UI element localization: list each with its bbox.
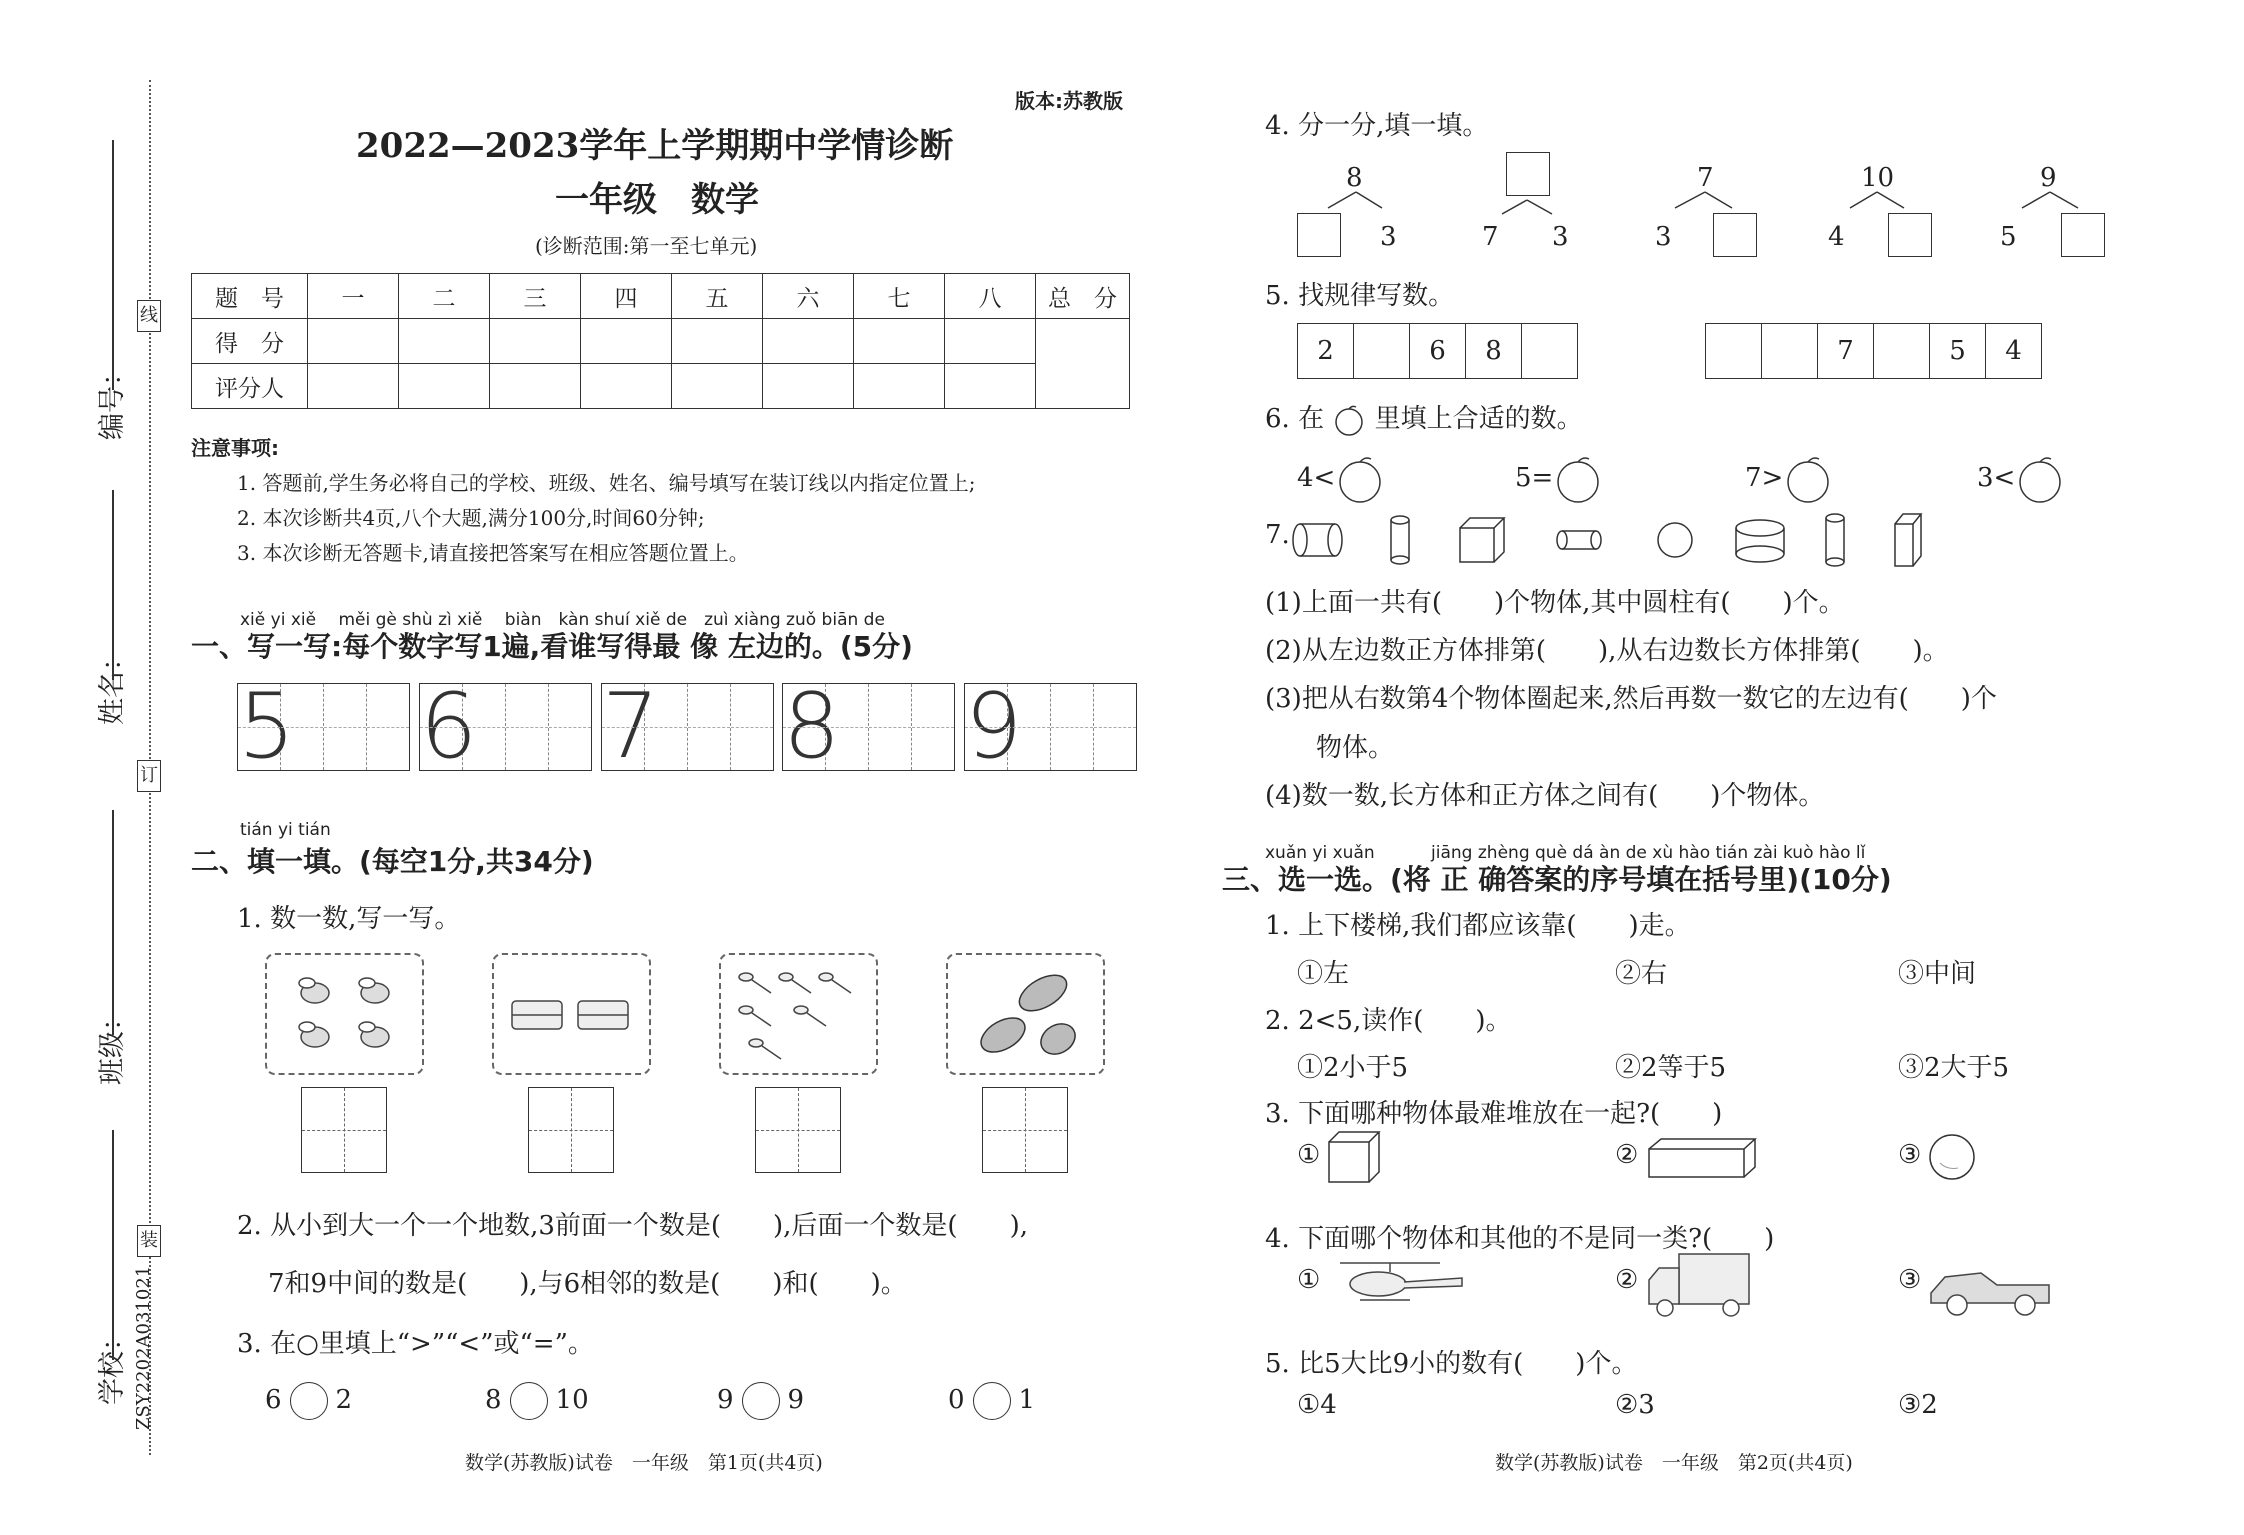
bond-box[interactable] <box>1713 213 1757 257</box>
footer-left: 数学(苏教版)试卷 一年级 第1页(共4页) <box>465 1452 823 1474</box>
name-field-line[interactable] <box>112 490 114 680</box>
pickup-truck-icon <box>1925 1255 2055 1321</box>
q2-2-line1: 2. 从小到大一个一个地数,3前面一个数是( ),后面一个数是( ), <box>237 1211 1028 1241</box>
col-4: 四 <box>581 274 672 319</box>
score-cell[interactable] <box>490 319 581 364</box>
total-score-cell[interactable] <box>1036 319 1130 409</box>
grader-cell[interactable] <box>308 364 399 409</box>
picture-leaves <box>946 953 1105 1075</box>
q2-7-number: 7. <box>1265 520 1290 550</box>
grader-cell[interactable] <box>854 364 945 409</box>
cut-mark-bind: 订 <box>137 760 161 792</box>
note-3: 3. 本次诊断无答题卡,请直接把答案写在相应答题位置上。 <box>237 541 749 565</box>
picture-wrenches <box>492 953 651 1075</box>
class-field-line[interactable] <box>112 810 114 1035</box>
grader-cell[interactable] <box>945 364 1036 409</box>
cube-icon <box>1460 518 1504 562</box>
apple-icon[interactable] <box>1335 455 1385 503</box>
compare-circle[interactable] <box>290 1382 328 1420</box>
grader-cell[interactable] <box>490 364 581 409</box>
picture-spoons <box>719 953 878 1075</box>
compare-item: 0 1 <box>948 1382 1035 1420</box>
footer-right: 数学(苏教版)试卷 一年级 第2页(共4页) <box>1495 1452 1853 1474</box>
cut-mark-line: 线 <box>137 300 161 332</box>
compare-circle[interactable] <box>973 1382 1011 1420</box>
version-label: 版本:苏教版 <box>1015 89 1123 113</box>
q2-7-part2: (2)从左边数正方体排第( ),从右边数长方体排第( )。 <box>1265 636 1949 666</box>
model-digit: 9 <box>965 674 1023 779</box>
picture-bees <box>265 953 424 1075</box>
cylinder-lying-icon <box>1293 524 1342 556</box>
option[interactable]: ①2小于5 <box>1297 1053 1409 1083</box>
cylinder-tall-icon <box>1826 514 1844 566</box>
score-cell[interactable] <box>854 319 945 364</box>
bond-left: 3 <box>1655 222 1672 252</box>
q3-4-text: 4. 下面哪个物体和其他的不是同一类?( ) <box>1265 1224 1775 1254</box>
option[interactable]: ③2大于5 <box>1898 1053 2010 1083</box>
bond-right: 3 <box>1380 222 1397 252</box>
tracing-grid-8[interactable] <box>782 674 955 779</box>
q2-7-part3-cont: 物体。 <box>1316 733 1395 763</box>
apple-item: 7> <box>1745 455 1833 503</box>
exam-title: 2022—2023学年上学期期中学情诊断 <box>356 126 954 166</box>
q2-5-text: 5. 找规律写数。 <box>1265 281 1455 311</box>
cut-mark-staple: 装 <box>137 1225 161 1257</box>
apple-icon[interactable] <box>1783 455 1833 503</box>
bond-left: 4 <box>1828 222 1845 252</box>
grader-cell[interactable] <box>399 364 490 409</box>
solid-shapes-row <box>1290 510 1930 570</box>
row-label-grader: 评分人 <box>192 364 308 409</box>
bond-top: 7 <box>1697 163 1714 193</box>
spoon-icon <box>721 955 876 1073</box>
score-cell[interactable] <box>763 319 854 364</box>
row-label-score: 得 分 <box>192 319 308 364</box>
tracing-grid-6[interactable] <box>419 674 592 779</box>
q2-3-text: 3. 在○里填上“>”“<”或“=”。 <box>237 1329 594 1359</box>
model-digit: 6 <box>420 674 478 779</box>
section1-title: 一、写一写:每个数字写1遍,看谁写得最 像 左边的。(5分) <box>191 630 913 663</box>
bond-top: 8 <box>1346 163 1363 193</box>
school-label: 学校： <box>97 1324 128 1405</box>
q2-4-text: 4. 分一分,填一填。 <box>1265 111 1489 141</box>
option[interactable]: ① <box>1297 1140 1321 1170</box>
score-cell[interactable] <box>308 319 399 364</box>
model-digit: 8 <box>783 674 841 779</box>
score-cell[interactable] <box>399 319 490 364</box>
compare-circle[interactable] <box>510 1382 548 1420</box>
q3-2-text: 2. 2<5,读作( )。 <box>1265 1006 1512 1036</box>
name-label: 姓名： <box>97 644 128 725</box>
number-field-line[interactable] <box>112 140 114 390</box>
sphere-icon <box>1925 1130 1979 1184</box>
col-2: 二 <box>399 274 490 319</box>
option[interactable]: ③中间 <box>1898 959 1977 989</box>
truck-icon <box>1645 1250 1755 1322</box>
cylinder-tall-icon <box>1391 516 1409 564</box>
apple-item: 3< <box>1977 455 2065 503</box>
score-cell[interactable] <box>581 319 672 364</box>
option[interactable]: ③ <box>1898 1265 1922 1295</box>
col-1: 一 <box>308 274 399 319</box>
section2-pinyin: tián yi tián <box>240 820 331 840</box>
answer-box[interactable] <box>301 1087 387 1173</box>
bond-top: 9 <box>2040 163 2057 193</box>
tool-icon <box>494 955 649 1073</box>
sphere-icon <box>1658 523 1692 557</box>
q2-2-line2: 7和9中间的数是( ),与6相邻的数是( )和( )。 <box>268 1269 907 1299</box>
apple-item: 5= <box>1515 455 1603 503</box>
section2-title: 二、填一填。(每空1分,共34分) <box>191 845 594 878</box>
helicopter-icon <box>1330 1258 1470 1308</box>
bond-box[interactable] <box>1888 213 1932 257</box>
option[interactable]: ② <box>1615 1265 1639 1295</box>
apple-icon <box>1332 404 1366 436</box>
row-label-question: 题 号 <box>192 274 308 319</box>
option[interactable]: ①左 <box>1297 959 1350 989</box>
option[interactable]: ③2 <box>1898 1390 1938 1420</box>
apple-item: 4< <box>1297 455 1385 503</box>
q2-7-part3: (3)把从右数第4个物体圈起来,然后再数一数它的左边有( )个 <box>1265 684 1997 714</box>
col-7: 七 <box>854 274 945 319</box>
col-3: 三 <box>490 274 581 319</box>
leaf-icon <box>948 955 1103 1073</box>
bond-box[interactable] <box>1297 213 1341 257</box>
cuboid-icon <box>1895 514 1921 566</box>
bond-top: 10 <box>1861 163 1895 193</box>
score-cell[interactable] <box>672 319 763 364</box>
option[interactable]: ②3 <box>1615 1390 1655 1420</box>
option[interactable]: ①4 <box>1297 1390 1337 1420</box>
cylinder-small-icon <box>1557 531 1601 549</box>
option[interactable]: ②右 <box>1615 959 1668 989</box>
col-total: 总 分 <box>1036 274 1130 319</box>
bee-icon <box>267 955 422 1073</box>
option[interactable]: ① <box>1297 1265 1321 1295</box>
option[interactable]: ②2等于5 <box>1615 1053 1727 1083</box>
number-label: 编号： <box>97 359 128 440</box>
compare-item: 6 2 <box>265 1382 352 1420</box>
note-1: 1. 答题前,学生务必将自己的学校、班级、姓名、编号填写在装订线以内指定位置上; <box>237 471 976 495</box>
bond-left: 5 <box>2000 222 2017 252</box>
grader-cell[interactable] <box>581 364 672 409</box>
score-cell[interactable] <box>945 319 1036 364</box>
apple-icon[interactable] <box>2015 455 2065 503</box>
option[interactable]: ② <box>1615 1140 1639 1170</box>
q3-3-text: 3. 下面哪种物体最难堆放在一起?( ) <box>1265 1099 1723 1129</box>
cuboid-icon <box>1645 1135 1760 1181</box>
notes-title: 注意事项: <box>191 436 279 460</box>
q3-5-text: 5. 比5大比9小的数有( )个。 <box>1265 1349 1638 1379</box>
grader-cell[interactable] <box>763 364 854 409</box>
bond-right: 3 <box>1552 222 1569 252</box>
bond-box[interactable] <box>2061 213 2105 257</box>
q3-1-text: 1. 上下楼梯,我们都应该靠( )走。 <box>1265 911 1691 941</box>
answer-box[interactable] <box>755 1087 841 1173</box>
q2-7-part1: (1)上面一共有( )个物体,其中圆柱有( )个。 <box>1265 588 1845 618</box>
col-5: 五 <box>672 274 763 319</box>
compare-item: 9 9 <box>717 1382 804 1420</box>
tracing-grid-9[interactable] <box>964 674 1137 779</box>
compare-circle[interactable] <box>742 1382 780 1420</box>
sequence-2[interactable]: 7 5 4 <box>1705 323 2042 379</box>
q2-6-text: 6. 在 里填上合适的数。 <box>1265 404 1583 434</box>
compare-item: 8 10 <box>485 1382 589 1420</box>
class-label: 班级： <box>97 1004 128 1085</box>
q2-1-text: 1. 数一数,写一写。 <box>237 904 461 934</box>
model-digit: 5 <box>238 674 296 779</box>
section1-pinyin: xiě yi xiě měi gè shù zì xiě biàn kàn shuí xiě de zuì xiàng zuǒ biān de <box>240 610 885 630</box>
tracing-grid-5[interactable] <box>237 674 410 779</box>
option[interactable]: ③ <box>1898 1140 1922 1170</box>
sequence-1[interactable]: 2 6 8 <box>1297 323 1578 379</box>
answer-box[interactable] <box>982 1087 1068 1173</box>
section3-title: 三、选一选。(将 正 确答案的序号填在括号里)(10分) <box>1222 863 1892 896</box>
apple-icon[interactable] <box>1553 455 1603 503</box>
bond-left: 7 <box>1482 222 1499 252</box>
exam-subtitle: 一年级 数学 <box>555 180 759 220</box>
model-digit: 7 <box>602 674 660 779</box>
tracing-grid-7[interactable] <box>601 674 774 779</box>
bond-box[interactable] <box>1506 152 1550 196</box>
score-table <box>191 273 1130 409</box>
exam-scope: (诊断范围:第一至七单元) <box>535 234 758 258</box>
col-8: 八 <box>945 274 1036 319</box>
cylinder-wide-icon <box>1736 520 1784 562</box>
school-field-line[interactable] <box>112 1130 114 1360</box>
paper-code: ZSY2202A031021 <box>133 1265 154 1430</box>
section3-pinyin: xuǎn yi xuǎn jiāng zhèng què dá àn de xù hào tián zài kuò hào lǐ <box>1265 843 1866 863</box>
q2-7-part4: (4)数一数,长方体和正方体之间有( )个物体。 <box>1265 781 1825 811</box>
answer-box[interactable] <box>528 1087 614 1173</box>
cube-icon <box>1325 1128 1385 1188</box>
col-6: 六 <box>763 274 854 319</box>
grader-cell[interactable] <box>672 364 763 409</box>
note-2: 2. 本次诊断共4页,八个大题,满分100分,时间60分钟; <box>237 506 705 530</box>
